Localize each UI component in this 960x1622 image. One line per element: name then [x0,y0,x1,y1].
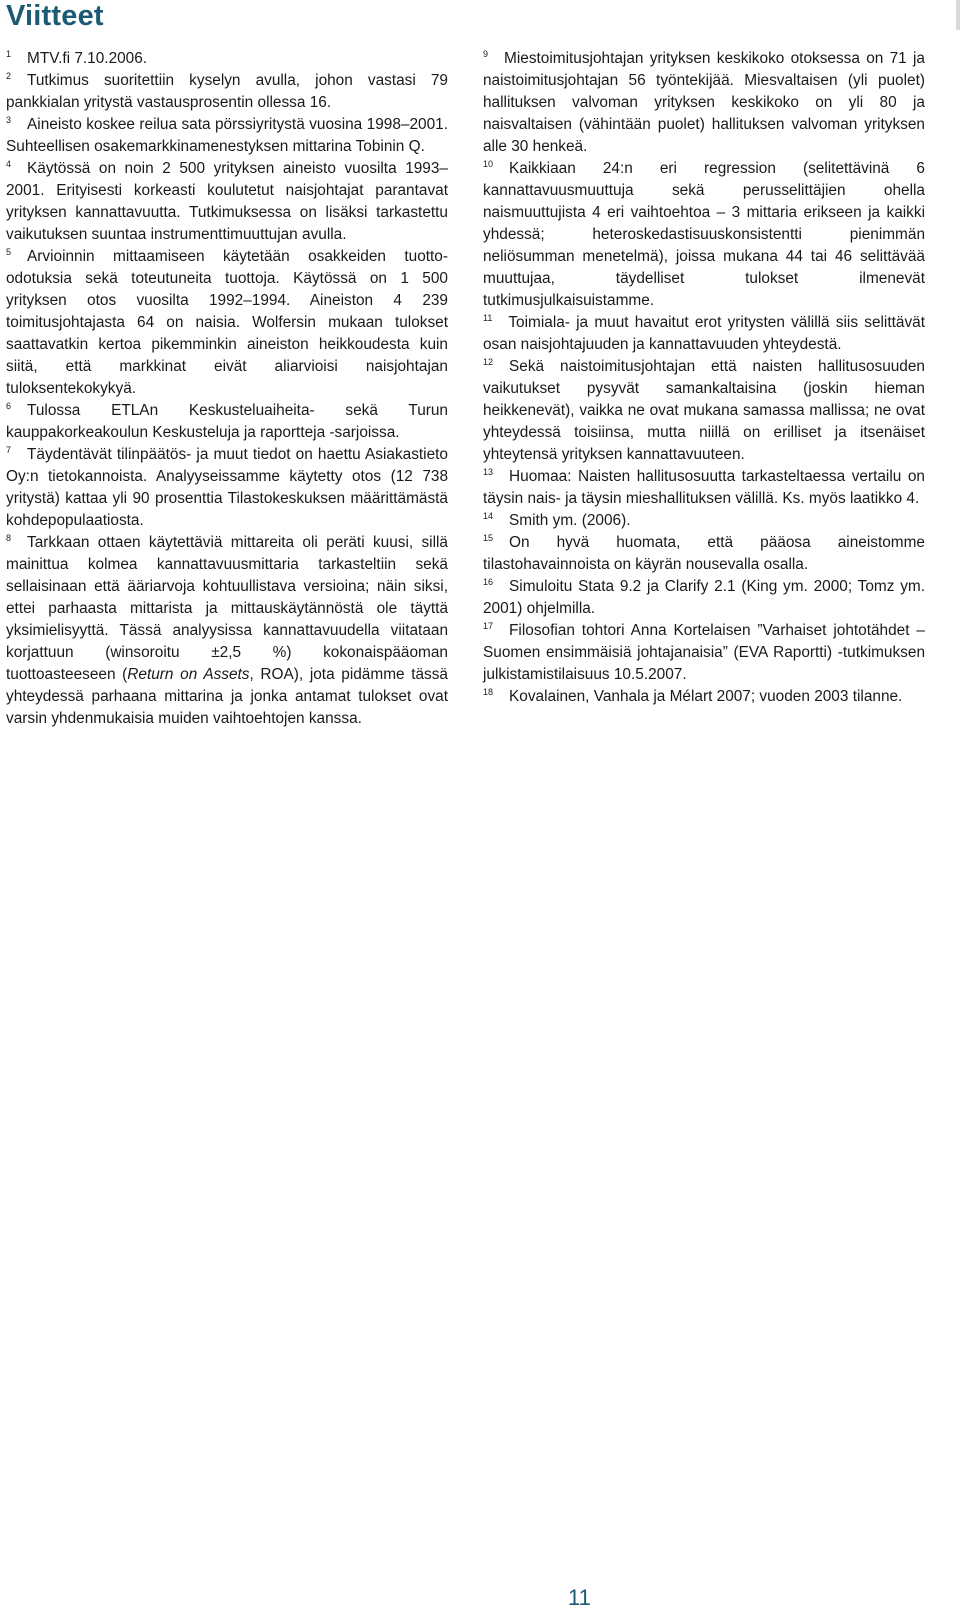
footnote-text: Simuloitu Stata 9.2 ja Clarify 2.1 (King ym. 2000; Tomz ym. 2001) ohjelmilla. [483,578,925,617]
footnote-number: 14 [483,511,494,521]
footnote-number: 9 [483,49,489,59]
page-title: Viitteet [6,0,104,32]
footnote-text-continued: , ROA), jota pidämme tässä yhteydessä parhaana mittarina ja jonka antamat tulokset ovat varsin yhdenmukaisia muiden vaihtoehtojen kanssa. [6,666,448,727]
footnote-1 [6,48,448,70]
footnote-text: Huomaa: Naisten hallitusosuutta tarkasteltaessa vertailu on täysin nais- ja täysin mieshallituksen välillä. Ks. myös laatikko 4. [483,468,925,507]
footnote-number: 18 [483,687,494,697]
footnote-number: 2 [6,71,12,81]
footnote-18 [483,686,925,708]
page-edge-rule [956,0,960,30]
footnote-9 [483,48,925,158]
footnote-text: Aineisto koskee reilua sata pörssiyritystä vuosina 1998–2001. Suhteellisen osakemarkkinamenestyksen mittarina Tobinin Q. [6,116,448,155]
footnote-2 [6,70,448,114]
footnote-13 [483,466,925,510]
footnote-text: Miestoimitusjohtajan yrityksen keskikoko otoksessa on 71 ja naistoimitusjohtajan 56 työntekijää. Miesvaltaisen (yli puolet) hallituksen valvoman yrityksen keskikoko on yli 80 ja naisvaltaisen (vähintään puolet) hallituksen valvoman yrityksen alle 30 henkeä. [483,50,925,155]
footnote-number: 6 [6,401,12,411]
footnote-3 [6,114,448,158]
footnote-number: 11 [483,313,493,323]
footnotes-right-column [483,48,925,708]
footnote-number: 10 [483,159,494,169]
footnote-17 [483,620,925,686]
footnote-text: Tarkkaan ottaen käytettäviä mittareita oli peräti kuusi, sillä mainittua kolmea kannattavuusmittaria tarkasteltiin sekä sellaisinaan että ääriarvoja kohtuullistava versioina; näin siksi, ettei parhaasta mittarista ja mittauskäytännöstä ole täyttä yksimielisyyttä. Tässä analyysissa kannattavuudella viitataan korjattuun (winsoroitu ±2,5 %) kokonaispääoman tuottoasteeseen ( [6,534,448,683]
footnote-text: Käytössä on noin 2 500 yrityksen aineisto vuosilta 1993–2001. Erityisesti korkeasti koulutetut naisjohtajat parantavat yrityksen kannattavuutta. Tutkimuksessa on lisäksi tarkastettu vaikutuksen suuntaa instrumenttimuuttujan avulla. [6,160,448,243]
footnote-number: 15 [483,533,494,543]
footnote-15 [483,532,925,576]
footnote-text: Sekä naistoimitusjohtajan että naisten hallitusosuuden vaikutukset pysyvät samankaltaisina (joskin hieman heikkenevät), vaikka ne ovat mukana samassa mallissa; ne ovat yhteydessä toisiinsa, mutta niillä on erilliset ja itsenäiset yhteytensä yrityksen kannattavuuteen. [483,358,925,463]
footnote-7 [6,444,448,532]
footnote-text: Kovalainen, Vanhala ja Mélart 2007; vuoden 2003 tilanne. [509,688,903,705]
footnote-5 [6,246,448,400]
footnote-14 [483,510,925,532]
footnote-8 [6,532,448,730]
page-number: 11 [568,1585,591,1610]
footnote-6 [6,400,448,444]
footnote-text: Tutkimus suoritettiin kyselyn avulla, johon vastasi 79 pankkialan yritystä vastausprosentin ollessa 16. [6,72,448,111]
footnote-text: Arvioinnin mittaamiseen käytetään osakkeiden tuotto-odotuksia sekä toteutuneita tuottoja. Käytössä on 1 500 yrityksen otos vuosilta 1992–1994. Aineiston 4 239 toimitusjohtajasta 64 on naisia. Wolfersin mukaan tulokset saattavatkin kertoa pikemminkin aineiston heikkoudesta kuin siitä, että markkinat eivät aliarvioisi naisjohtajan tuloksentekokykyä. [6,248,448,397]
footnote-10 [483,158,925,312]
footnote-number: 7 [6,445,12,455]
footnotes-left-column [6,48,448,730]
footnote-12 [483,356,925,466]
footnote-4 [6,158,448,246]
footnote-number: 5 [6,247,12,257]
footnote-number: 1 [6,49,12,59]
footnote-text: Kaikkiaan 24:n eri regression (selitettävinä 6 kannattavuusmuuttuja sekä perusselittäjien ohella naismuuttujista 4 eri vaihtoehtoa – 3 mittaria erikseen ja kaikki yhdessä; heteroskedastisuuskonsistentti pienimmän neliösumman menetelmä), joissa mukana 44 tai 46 selittävää muuttujaa, täydelliset tulokset ilmenevät tutkimusjulkaisuistamme. [483,160,925,309]
footnote-number: 12 [483,357,494,367]
footnote-number: 3 [6,115,12,125]
footnote-11 [483,312,925,356]
footnote-number: 13 [483,467,494,477]
footnote-text: Tulossa ETLAn Keskusteluaiheita- sekä Turun kauppakorkeakoulun Keskusteluja ja raportteja -sarjoissa. [6,402,448,441]
footnote-text: Smith ym. (2006). [509,512,631,529]
footnote-text: On hyvä huomata, että pääosa aineistomme tilastohavainnoista on käyrän nousevalla osalla. [483,534,925,573]
footnote-number: 17 [483,621,494,631]
footnote-text: Toimiala- ja muut havaitut erot yritysten välillä siis selittävät osan naisjohtajuuden ja kannattavuuden yhteydestä. [483,314,925,353]
footnote-italic-term: Return on Assets [127,666,250,683]
footnote-text: Täydentävät tilinpäätös- ja muut tiedot on haettu Asiakastieto Oy:n tietokannoista. Analyyseissamme käytetty otos (12 738 yritystä) kattaa yli 90 prosenttia Tilastokeskuksen määrittämästä kohdepopulaatiosta. [6,446,448,529]
footnote-number: 4 [6,159,12,169]
footnote-number: 8 [6,533,12,543]
footnote-number: 16 [483,577,494,587]
footnote-text: MTV.fi 7.10.2006. [27,50,148,67]
footnote-text: Filosofian tohtori Anna Kortelaisen ”Varhaiset johtotähdet – Suomen ensimmäisiä johtajanaisia” (EVA Raportti) -tutkimuksen julkistamistilaisuus 10.5.2007. [483,622,925,683]
footnote-16 [483,576,925,620]
